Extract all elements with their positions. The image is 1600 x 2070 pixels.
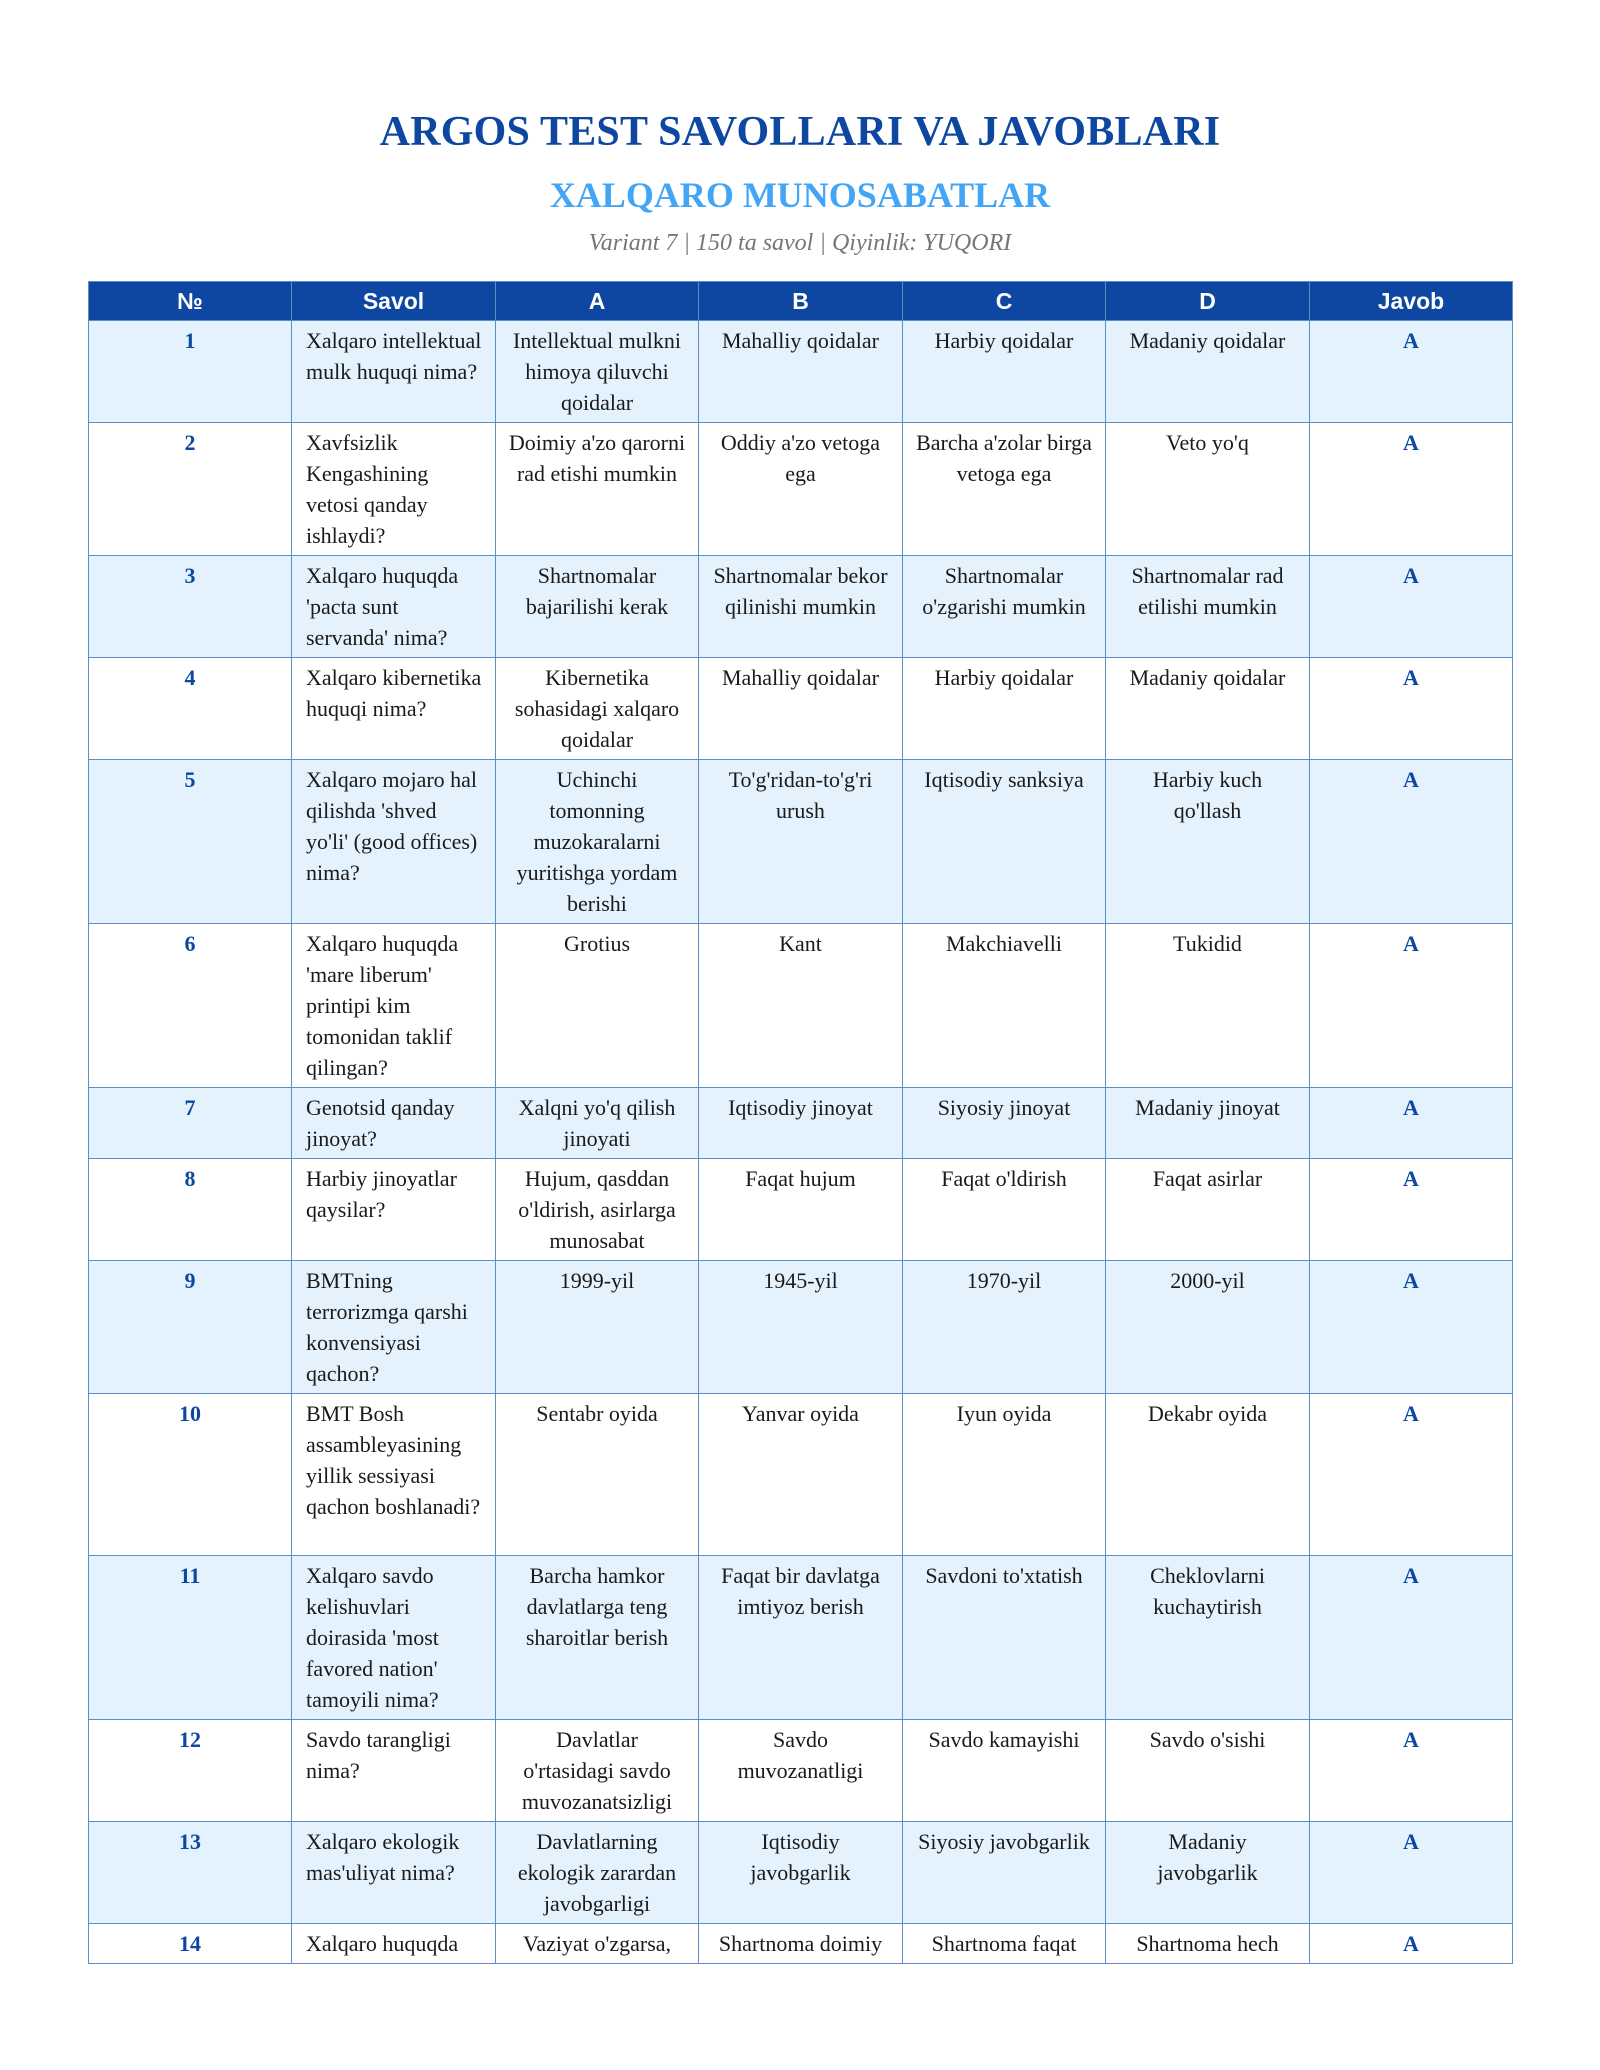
table-row — [89, 556, 1513, 658]
column-header-answer: Javob — [1310, 282, 1513, 321]
option-b: Faqat bir davlatga imtiyoz berish — [699, 1556, 903, 1720]
option-c: Barcha a'zolar birga vetoga ega — [903, 423, 1106, 556]
table-row — [89, 1159, 1513, 1261]
option-a: 1999-yil — [496, 1261, 699, 1394]
option-a: Kibernetika sohasidagi xalqaro qoidalar — [496, 658, 699, 760]
column-header-number: № — [89, 282, 292, 321]
question-number: 12 — [89, 1720, 292, 1822]
table-row — [89, 924, 1513, 1088]
question-text: Xavfsizlik Kengashining vetosi qanday ishlaydi? — [292, 423, 496, 556]
option-d: Madaniy javobgarlik — [1106, 1822, 1310, 1924]
option-d: Madaniy jinoyat — [1106, 1088, 1310, 1159]
question-text: Savdo tarangligi nima? — [292, 1720, 496, 1822]
question-number: 9 — [89, 1261, 292, 1394]
correct-answer: A — [1310, 321, 1513, 423]
option-d: Veto yo'q — [1106, 423, 1310, 556]
option-d: Dekabr oyida — [1106, 1394, 1310, 1556]
option-a: Davlatlarning ekologik zarardan javobgarligi — [496, 1822, 699, 1924]
table-row — [89, 1261, 1513, 1394]
option-a: Shartnomalar bajarilishi kerak — [496, 556, 699, 658]
table-row — [89, 658, 1513, 760]
option-c: Iqtisodiy sanksiya — [903, 760, 1106, 924]
correct-answer: A — [1310, 1822, 1513, 1924]
question-text: BMT Bosh assambleyasining yillik sessiyasi qachon boshlanadi? — [292, 1394, 496, 1556]
correct-answer: A — [1310, 924, 1513, 1088]
option-a: Xalqni yo'q qilish jinoyati — [496, 1088, 699, 1159]
column-header-option-d: D — [1106, 282, 1310, 321]
correct-answer: A — [1310, 423, 1513, 556]
option-b: 1945-yil — [699, 1261, 903, 1394]
table-header-row — [89, 282, 1513, 321]
table-row — [89, 423, 1513, 556]
option-a: Doimiy a'zo qarorni rad etishi mumkin — [496, 423, 699, 556]
option-c: Siyosiy javobgarlik — [903, 1822, 1106, 1924]
question-number: 2 — [89, 423, 292, 556]
option-b: To'g'ridan-to'g'ri urush — [699, 760, 903, 924]
correct-answer: A — [1310, 760, 1513, 924]
option-c: 1970-yil — [903, 1261, 1106, 1394]
correct-answer: A — [1310, 1261, 1513, 1394]
question-text: Xalqaro ekologik mas'uliyat nima? — [292, 1822, 496, 1924]
option-b: Oddiy a'zo vetoga ega — [699, 423, 903, 556]
question-number: 11 — [89, 1556, 292, 1720]
correct-answer: A — [1310, 556, 1513, 658]
option-b: Faqat hujum — [699, 1159, 903, 1261]
question-text: Xalqaro huquqda — [292, 1924, 496, 1964]
option-b: Mahalliy qoidalar — [699, 658, 903, 760]
option-b: Iqtisodiy jinoyat — [699, 1088, 903, 1159]
question-number: 7 — [89, 1088, 292, 1159]
correct-answer: A — [1310, 1394, 1513, 1556]
question-text: Xalqaro kibernetika huquqi nima? — [292, 658, 496, 760]
option-a: Hujum, qasddan o'ldirish, asirlarga munosabat — [496, 1159, 699, 1261]
correct-answer: A — [1310, 1556, 1513, 1720]
table-row — [89, 1394, 1513, 1556]
option-c: Savdo kamayishi — [903, 1720, 1106, 1822]
option-a: Uchinchi tomonning muzokaralarni yuritishga yordam berishi — [496, 760, 699, 924]
option-d: Harbiy kuch qo'llash — [1106, 760, 1310, 924]
option-d: Madaniy qoidalar — [1106, 321, 1310, 423]
column-header-option-b: B — [699, 282, 903, 321]
option-d: Cheklovlarni kuchaytirish — [1106, 1556, 1310, 1720]
option-b: Kant — [699, 924, 903, 1088]
option-b: Yanvar oyida — [699, 1394, 903, 1556]
correct-answer: A — [1310, 1159, 1513, 1261]
option-d: Madaniy qoidalar — [1106, 658, 1310, 760]
correct-answer: A — [1310, 1924, 1513, 1964]
option-d: 2000-yil — [1106, 1261, 1310, 1394]
correct-answer: A — [1310, 658, 1513, 760]
document-title: ARGOS TEST SAVOLLARI VA JAVOBLARI — [379, 109, 1221, 155]
correct-answer: A — [1310, 1088, 1513, 1159]
option-a: Barcha hamkor davlatlarga teng sharoitlar berish — [496, 1556, 699, 1720]
option-a: Vaziyat o'zgarsa, — [496, 1924, 699, 1964]
question-number: 3 — [89, 556, 292, 658]
column-header-option-a: A — [496, 282, 699, 321]
table-row — [89, 321, 1513, 423]
question-number: 8 — [89, 1159, 292, 1261]
option-d: Tukidid — [1106, 924, 1310, 1088]
option-b: Savdo muvozanatligi — [699, 1720, 903, 1822]
option-a: Grotius — [496, 924, 699, 1088]
table-row — [89, 1822, 1513, 1924]
option-c: Shartnoma faqat — [903, 1924, 1106, 1964]
table-row — [89, 1924, 1513, 1964]
option-c: Faqat o'ldirish — [903, 1159, 1106, 1261]
correct-answer: A — [1310, 1720, 1513, 1822]
table-row — [89, 760, 1513, 924]
option-d: Faqat asirlar — [1106, 1159, 1310, 1261]
variant-info: Variant 7 | 150 ta savol | Qiyinlik: YUQORI — [588, 230, 1012, 256]
option-c: Savdoni to'xtatish — [903, 1556, 1106, 1720]
table-row — [89, 1088, 1513, 1159]
option-d: Shartnoma hech — [1106, 1924, 1310, 1964]
option-c: Iyun oyida — [903, 1394, 1106, 1556]
question-text: Genotsid qanday jinoyat? — [292, 1088, 496, 1159]
option-c: Siyosiy jinoyat — [903, 1088, 1106, 1159]
option-c: Harbiy qoidalar — [903, 321, 1106, 423]
option-d: Savdo o'sishi — [1106, 1720, 1310, 1822]
option-c: Harbiy qoidalar — [903, 658, 1106, 760]
option-c: Shartnomalar o'zgarishi mumkin — [903, 556, 1106, 658]
option-c: Makchiavelli — [903, 924, 1106, 1088]
option-a: Davlatlar o'rtasidagi savdo muvozanatsizligi — [496, 1720, 699, 1822]
question-number: 4 — [89, 658, 292, 760]
question-number: 13 — [89, 1822, 292, 1924]
questions-table — [88, 281, 1513, 1964]
question-text: Xalqaro huquqda 'pacta sunt servanda' nima? — [292, 556, 496, 658]
option-d: Shartnomalar rad etilishi mumkin — [1106, 556, 1310, 658]
option-b: Iqtisodiy javobgarlik — [699, 1822, 903, 1924]
document-subtitle: XALQARO MUNOSABATLAR — [549, 175, 1051, 215]
table-row — [89, 1720, 1513, 1822]
option-a: Intellektual mulkni himoya qiluvchi qoidalar — [496, 321, 699, 423]
option-b: Shartnoma doimiy — [699, 1924, 903, 1964]
option-a: Sentabr oyida — [496, 1394, 699, 1556]
question-text: Xalqaro savdo kelishuvlari doirasida 'most favored nation' tamoyili nima? — [292, 1556, 496, 1720]
table-row — [89, 1556, 1513, 1720]
question-text: BMTning terrorizmga qarshi konvensiyasi qachon? — [292, 1261, 496, 1394]
column-header-question: Savol — [292, 282, 496, 321]
option-b: Mahalliy qoidalar — [699, 321, 903, 423]
question-text: Xalqaro mojaro hal qilishda 'shved yo'li' (good offices) nima? — [292, 760, 496, 924]
question-number: 14 — [89, 1924, 292, 1964]
question-text: Harbiy jinoyatlar qaysilar? — [292, 1159, 496, 1261]
column-header-option-c: C — [903, 282, 1106, 321]
question-number: 6 — [89, 924, 292, 1088]
question-number: 10 — [89, 1394, 292, 1556]
option-b: Shartnomalar bekor qilinishi mumkin — [699, 556, 903, 658]
question-number: 1 — [89, 321, 292, 423]
question-text: Xalqaro intellektual mulk huquqi nima? — [292, 321, 496, 423]
question-number: 5 — [89, 760, 292, 924]
question-text: Xalqaro huquqda 'mare liberum' printipi kim tomonidan taklif qilingan? — [292, 924, 496, 1088]
